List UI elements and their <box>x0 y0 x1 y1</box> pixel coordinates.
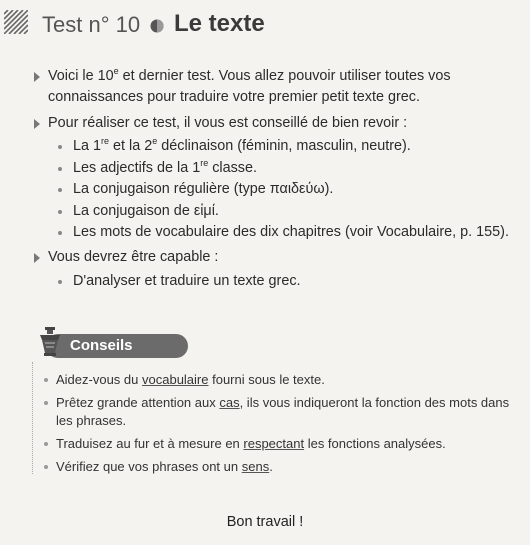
intro-line-1: Voici le 10e et dernier test. Vous allez pouvoir utiliser toutes vos <box>48 66 451 84</box>
arrow-icon <box>34 253 40 263</box>
tip-item: Prêtez grande attention aux cas, ils vous indiqueront la fonction des mots dans les phrases. <box>44 394 524 430</box>
list-item: Les adjectifs de la 1re classe. <box>58 158 528 180</box>
page-title: Le texte <box>174 10 265 37</box>
test-number: Test n° 10 <box>42 12 141 37</box>
header <box>4 6 530 42</box>
capable-heading: Vous devrez être capable : <box>34 247 524 268</box>
list-item: La 1re et la 2e déclinaison (féminin, masculin, neutre). <box>58 136 528 158</box>
bullet-icon <box>58 210 62 214</box>
conseils-border <box>32 362 37 474</box>
arrow-icon <box>34 72 40 82</box>
list-item: La conjugaison de εἰμί. <box>58 201 528 223</box>
bullet-icon <box>44 442 48 446</box>
capable-list <box>58 271 528 293</box>
tip-item: Traduisez au fur et à mesure en respectant les fonctions analysées. <box>44 435 524 453</box>
closing-text: Bon travail ! <box>226 514 304 530</box>
list-item: Les mots de vocabulaire des dix chapitres (voir Vocabulaire, p. 155). <box>58 222 528 244</box>
arrow-icon <box>34 119 40 129</box>
bullet-icon <box>58 188 62 192</box>
hatch-icon <box>4 10 28 34</box>
bullet-icon <box>44 465 48 469</box>
bullet-icon <box>44 378 48 382</box>
bullet-icon <box>58 167 62 171</box>
review-list <box>58 136 528 244</box>
list-item: D'analyser et traduire un texte grec. <box>58 271 528 293</box>
intro-line-2: connaissances pour traduire votre premier petit texte grec. <box>48 89 420 105</box>
bullet-icon <box>58 231 62 235</box>
conseils-tips <box>44 371 524 481</box>
conseils-label: Conseils <box>70 337 133 354</box>
half-circle-icon <box>150 19 164 33</box>
bullet-icon <box>58 280 62 284</box>
review-heading: Pour réaliser ce test, il vous est conseillé de bien revoir : <box>34 113 524 134</box>
list-item: La conjugaison régulière (type παιδεύω). <box>58 179 528 201</box>
bullet-icon <box>44 401 48 405</box>
tip-item: Vérifiez que vos phrases ont un sens. <box>44 458 524 476</box>
bullet-icon <box>58 145 62 149</box>
vase-icon <box>36 326 64 358</box>
tip-item: Aidez-vous du vocabulaire fourni sous le texte. <box>44 371 524 389</box>
intro-paragraph <box>34 66 524 108</box>
